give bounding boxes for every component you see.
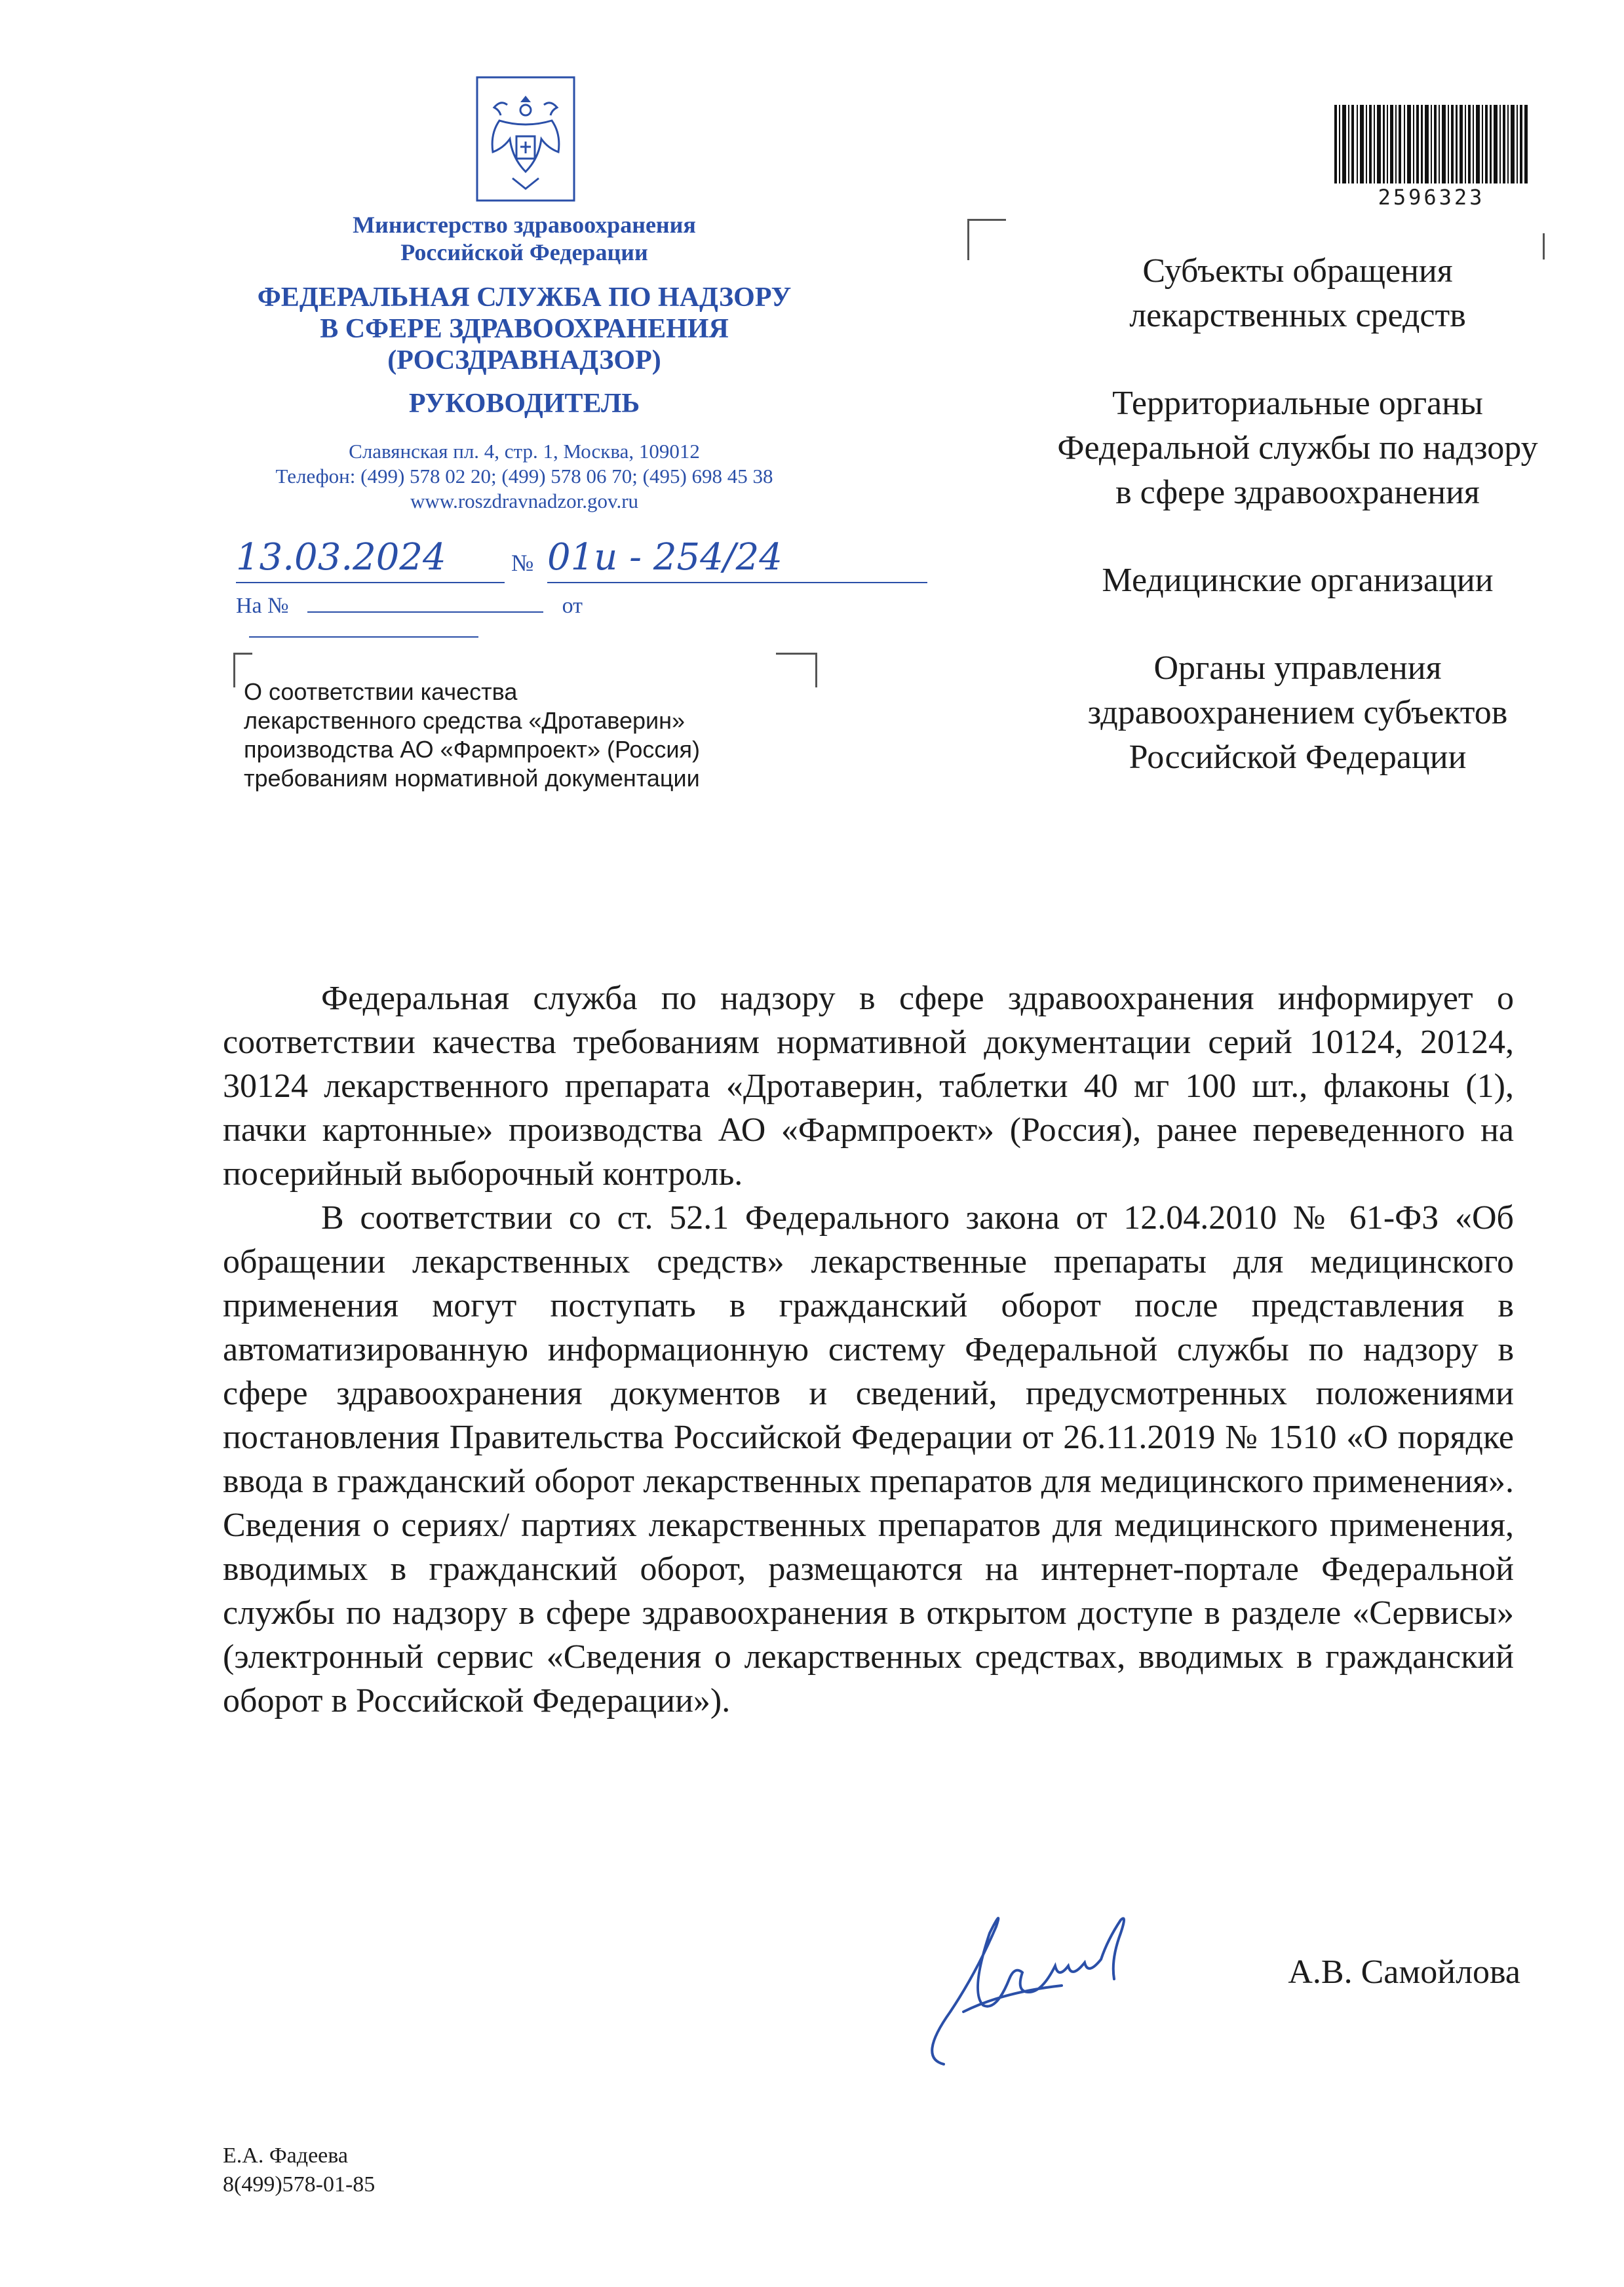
ministry-name: Министерство здравоохранения Российской Федерации bbox=[353, 212, 696, 265]
registration-line bbox=[236, 536, 918, 595]
barcode-number: 2596323 bbox=[1378, 185, 1485, 210]
signature bbox=[904, 1881, 1219, 2077]
registration-no-label: № bbox=[511, 550, 534, 576]
website-line: www.roszdravnadzor.gov.ru bbox=[410, 490, 639, 512]
recipients-bracket-left bbox=[967, 219, 1006, 260]
reply-no-label: На № bbox=[236, 594, 289, 618]
coat-of-arms-emblem bbox=[473, 73, 578, 204]
recipient-1: Субъекты обращения лекарственных средств bbox=[1129, 252, 1466, 334]
barcode bbox=[1333, 105, 1530, 183]
registration-date: 13.03.2024 bbox=[236, 536, 446, 579]
executor-phone: 8(499)578-01-85 bbox=[223, 2172, 376, 2197]
body-paragraph-2: В соответствии со ст. 52.1 Федерального закона от 12.04.2010 № 61-ФЗ «Об обращении лекарственных средств» лекарственные препараты для медицинского применения могут поступать в гражданский оборот после представления в автоматизированную информационную систему Федеральной службы по надзору в сфере здравоохранения документов и сведений, предусмотренных положениями постановления Правительства Российской Федерации от 26.11.2019 № 1510 «О порядке ввода в гражданский оборот лекарственных препаратов для медицинского применения». Сведения о сериях/ партиях лекарственных препаратов для медицинского применения, вводимых в гражданский оборот, размещаются на интернет-портале Федеральной службы по надзору в сфере здравоохранения в открытом доступе в разделе «Сервисы» (электронный сервис «Сведения о лекарственных средствах, вводимых в гражданский оборот в Российской Федерации»). bbox=[223, 1199, 1514, 1720]
executor-name: Е.А. Фадеева bbox=[223, 2143, 348, 2168]
head-title: РУКОВОДИТЕЛЬ bbox=[408, 389, 640, 419]
recipients-block bbox=[1009, 249, 1586, 823]
executor-block bbox=[223, 2142, 616, 2199]
reply-reference-line bbox=[236, 594, 826, 644]
body-paragraph-1: Федеральная служба по надзору в сфере здравоохранения информирует о соответствии качества требованиям нормативной документации серий 10124, 20124, 30124 лекарственного препарата «Дротаверин, таблетки 40 мг 100 шт., флаконы (1), пачки картонные» производства АО «Фармпроект» (Россия), ранее переведенного на посерийный выборочный контроль. bbox=[223, 980, 1514, 1193]
recipient-2: Территориальные органы Федеральной службы по надзору в сфере здравоохранения bbox=[1057, 385, 1538, 511]
reply-from-label: от bbox=[562, 594, 583, 618]
signer-name: А.В. Самойлова bbox=[1288, 1953, 1520, 1991]
address-block bbox=[223, 439, 826, 514]
service-name: ФЕДЕРАЛЬНАЯ СЛУЖБА ПО НАДЗОРУ В СФЕРЕ ЗДРАВООХРАНЕНИЯ (РОСЗДРАВНАДЗОР) bbox=[257, 282, 792, 375]
recipient-4: Органы управления здравоохранением субъектов Российской Федерации bbox=[1087, 649, 1508, 776]
address-line: Славянская пл. 4, стр. 1, Москва, 109012 bbox=[349, 440, 700, 463]
recipient-3: Медицинские организации bbox=[1102, 562, 1494, 599]
registration-number: 01и - 254/24 bbox=[547, 536, 783, 579]
phone-line: Телефон: (499) 578 02 20; (499) 578 06 70; (495) 698 45 38 bbox=[275, 465, 773, 488]
letter-body bbox=[223, 976, 1514, 1723]
subject-text: О соответствии качества лекарственного средства «Дротаверин» производства АО «Фармпроект» (Россия) требованиям нормативной документации bbox=[244, 678, 701, 792]
